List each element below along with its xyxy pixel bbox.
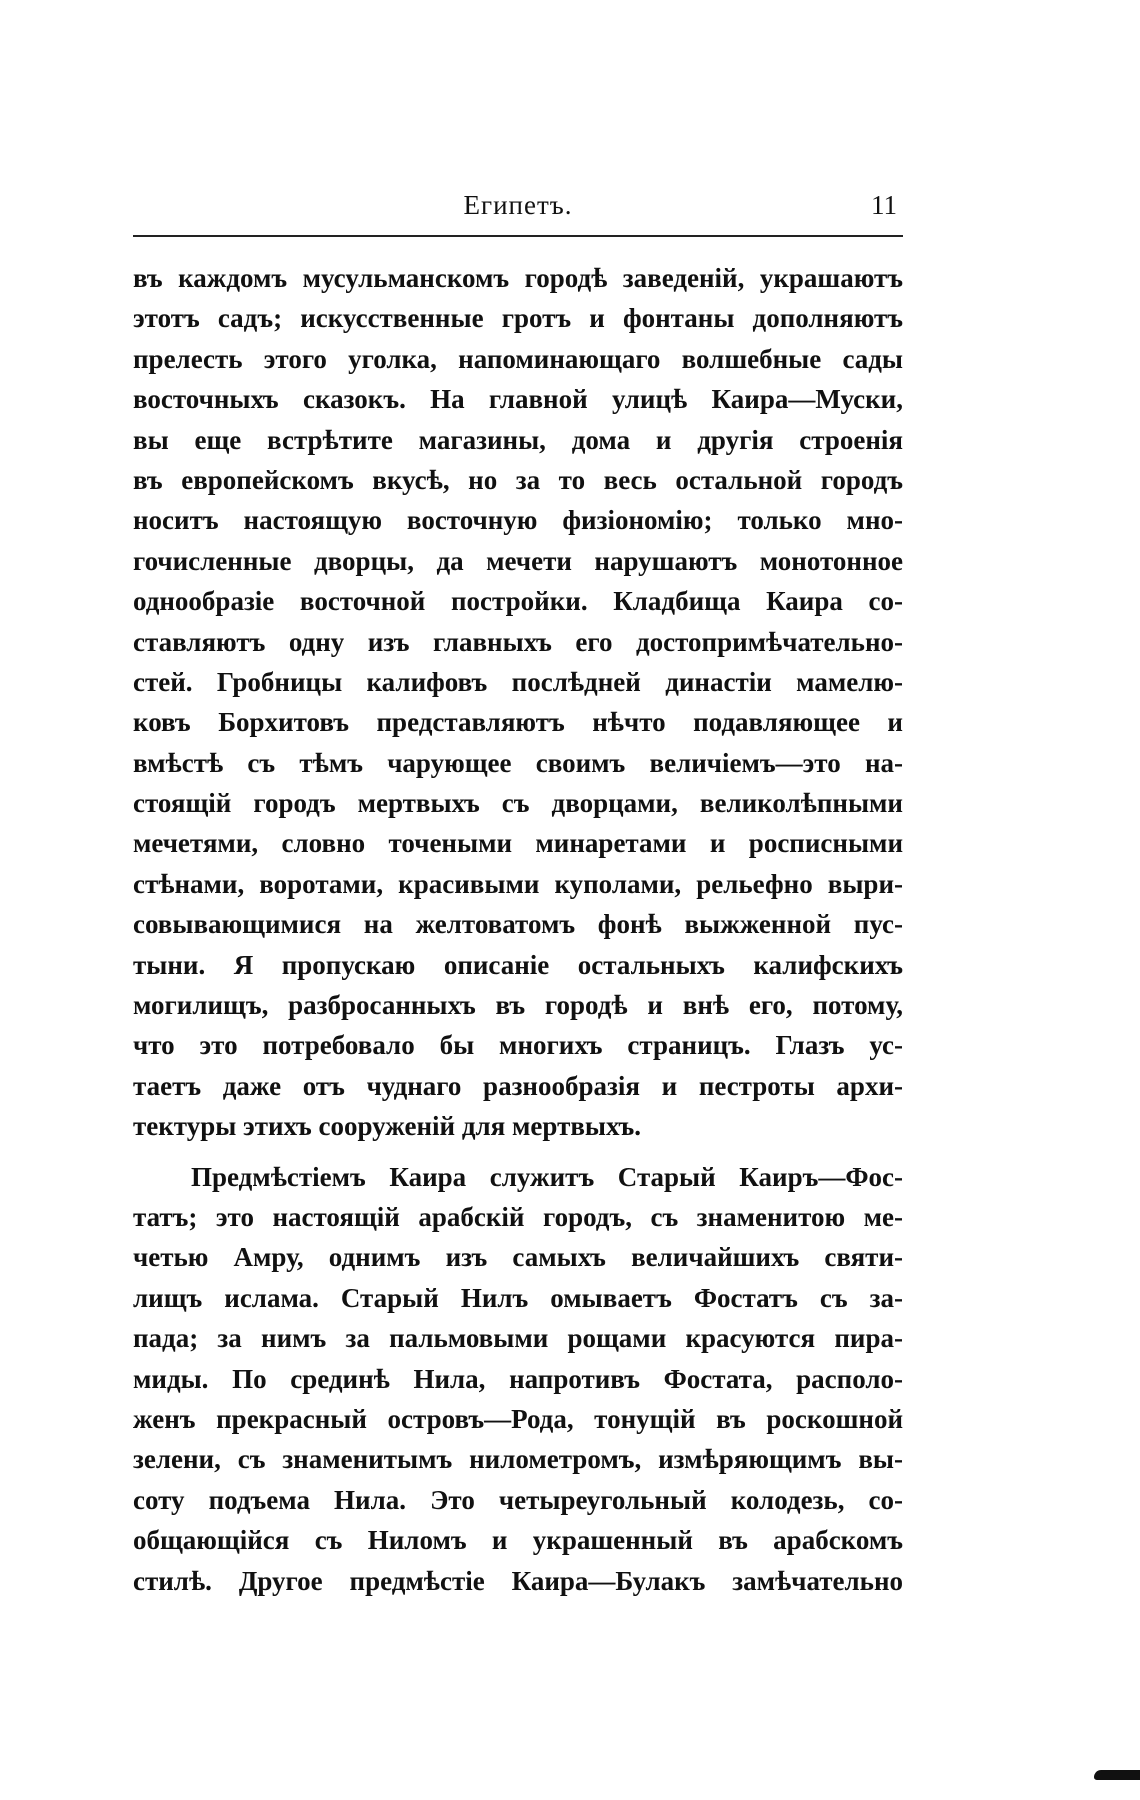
text-line: ковъ Борхитовъ представляютъ нѣчто подавляющее и bbox=[133, 707, 903, 738]
text-line: тыни. Я пропускаю описаніе остальныхъ калифскихъ bbox=[133, 949, 903, 980]
running-head bbox=[133, 190, 903, 230]
page-number: 11 bbox=[871, 190, 897, 220]
text-line: стилѣ. Другое предмѣстіе Каира—Булакъ замѣчательно bbox=[133, 1565, 903, 1596]
text-line: таетъ даже отъ чуднаго разнообразія и пестроты архи- bbox=[133, 1070, 903, 1101]
paragraph-1 bbox=[133, 258, 903, 1147]
text-line: восточныхъ сказокъ. На главной улицѣ Каира—Муски, bbox=[133, 384, 903, 415]
text-line: вы еще встрѣтите магазины, дома и другія строенія bbox=[133, 424, 903, 455]
header-rule bbox=[133, 235, 903, 237]
running-title: Египетъ. bbox=[463, 190, 573, 220]
text-line: стей. Гробницы калифовъ послѣдней династіи мамелю- bbox=[133, 666, 903, 697]
body-text bbox=[133, 258, 903, 1601]
text-line: общающійся съ Ниломъ и украшенный въ арабскомъ bbox=[133, 1525, 903, 1556]
text-line: татъ; это настоящій арабскій городъ, съ знаменитою ме- bbox=[133, 1201, 903, 1232]
text-line: миды. По срединѣ Нила, напротивъ Фостата, располо- bbox=[133, 1363, 903, 1394]
text-line: женъ прекрасный островъ—Рода, тонущій въ роскошной bbox=[133, 1403, 903, 1434]
text-line: вмѣстѣ съ тѣмъ чарующее своимъ величіемъ—это на- bbox=[133, 747, 903, 778]
text-line: мечетями, словно точеными минаретами и росписными bbox=[133, 828, 903, 859]
text-line: носитъ настоящую восточную физіономію; только мно- bbox=[133, 505, 903, 536]
text-line: могилищъ, разбросанныхъ въ городѣ и внѣ его, потому, bbox=[133, 990, 903, 1021]
text-line: гочисленные дворцы, да мечети нарушаютъ монотонное bbox=[133, 545, 903, 576]
paragraph-gap bbox=[133, 1147, 903, 1157]
text-line: ставляютъ одну изъ главныхъ его достопримѣчательно- bbox=[133, 626, 903, 657]
text-line: этотъ садъ; искусственные гротъ и фонтаны дополняютъ bbox=[133, 303, 903, 334]
text-line: пада; за нимъ за пальмовыми рощами красуются пира- bbox=[133, 1323, 903, 1354]
text-line: стоящій городъ мертвыхъ съ дворцами, великолѣпными bbox=[133, 788, 903, 819]
text-line: лищъ ислама. Старый Нилъ омываетъ Фостатъ съ за- bbox=[133, 1282, 903, 1313]
text-line: четью Амру, однимъ изъ самыхъ величайшихъ святи- bbox=[133, 1242, 903, 1273]
text-line: стѣнами, воротами, красивыми куполами, рельефно выри- bbox=[133, 868, 903, 899]
text-line: въ европейскомъ вкусѣ, но за то весь остальной городъ bbox=[133, 464, 903, 495]
text-line: что это потребовало бы многихъ страницъ. Глазъ ус- bbox=[133, 1030, 903, 1061]
text-line: тектуры этихъ сооруженій для мертвыхъ. bbox=[133, 1111, 641, 1142]
text-line: совывающимися на желтоватомъ фонѣ выжженной пус- bbox=[133, 909, 903, 940]
text-line: зелени, съ знаменитымъ нилометромъ, измѣряющимъ вы- bbox=[133, 1444, 903, 1475]
text-line: прелесть этого уголка, напоминающаго волшебные сады bbox=[133, 343, 903, 374]
paragraph-2 bbox=[133, 1157, 903, 1601]
text-line: однообразіе восточной постройки. Кладбища Каира со- bbox=[133, 586, 903, 617]
text-line: Предмѣстіемъ Каира служитъ Старый Каиръ—Фос- bbox=[191, 1161, 903, 1192]
text-line: соту подъема Нила. Это четыреугольный колодезь, со- bbox=[133, 1484, 903, 1515]
text-line: въ каждомъ мусульманскомъ городѣ заведеній, украшаютъ bbox=[133, 263, 903, 293]
page-edge-mark bbox=[1094, 1770, 1140, 1780]
